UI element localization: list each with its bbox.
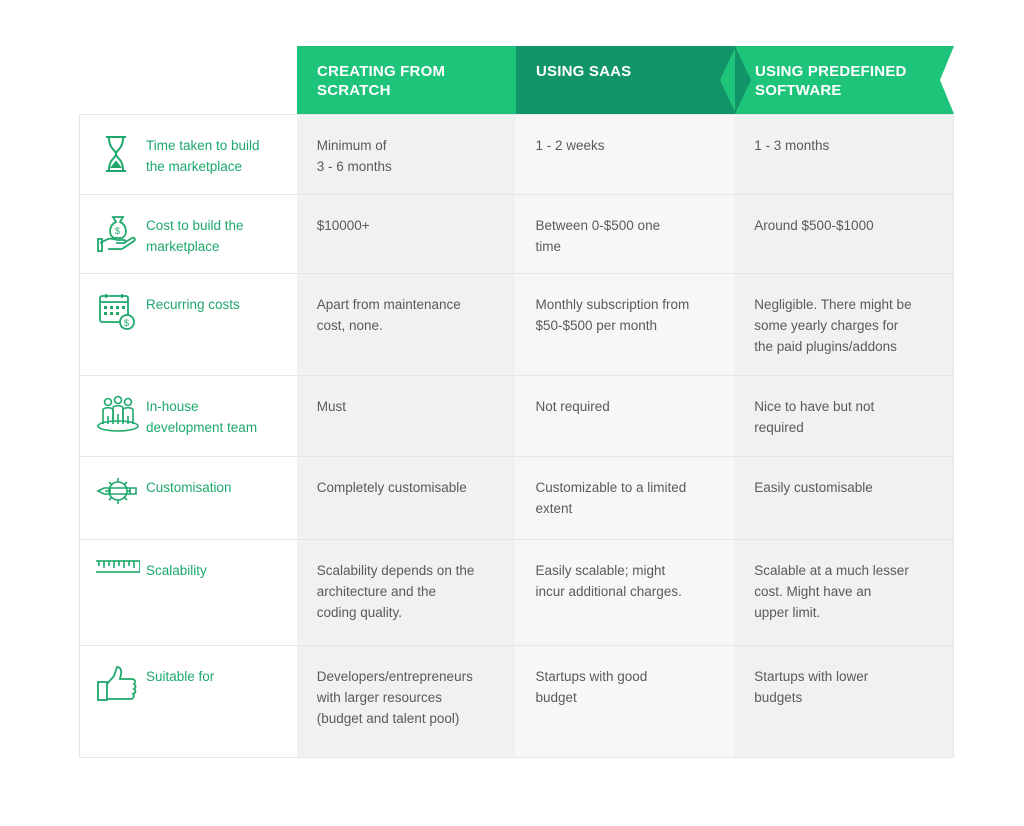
cell-line: upper limit. bbox=[754, 605, 821, 620]
svg-text:$: $ bbox=[124, 318, 130, 328]
table-row bbox=[80, 194, 953, 273]
cell-line: Easily scalable; might bbox=[535, 563, 666, 578]
row-label bbox=[80, 457, 297, 539]
row-label bbox=[80, 646, 297, 757]
cell-saas bbox=[515, 540, 734, 645]
cell-line: the paid plugins/addons bbox=[754, 339, 897, 354]
cell-saas bbox=[515, 274, 734, 375]
ruler-icon bbox=[96, 558, 140, 598]
cell-scratch bbox=[297, 540, 516, 645]
cell-line: cost. Might have an bbox=[754, 584, 872, 599]
row-label-line: Customisation bbox=[146, 480, 232, 495]
cell-line: Nice to have but not bbox=[754, 399, 875, 414]
row-label-line: marketplace bbox=[146, 239, 220, 254]
cell-predefined bbox=[734, 540, 953, 645]
cell-predefined bbox=[734, 457, 953, 539]
cell-scratch bbox=[297, 115, 516, 194]
cell-saas bbox=[515, 195, 734, 273]
row-label-line: Suitable for bbox=[146, 669, 215, 684]
cell-line: (budget and talent pool) bbox=[316, 711, 460, 726]
header-row bbox=[79, 46, 954, 114]
row-label-line: Recurring costs bbox=[146, 297, 240, 312]
cell-line: required bbox=[754, 420, 804, 435]
comparison-table bbox=[79, 46, 954, 758]
cell-line: cost, none. bbox=[316, 318, 383, 333]
table-row bbox=[80, 539, 953, 645]
hourglass-icon bbox=[96, 133, 140, 173]
row-label bbox=[80, 195, 297, 273]
header-using-predefined-software bbox=[735, 46, 954, 114]
header-creating-from-scratch bbox=[297, 46, 516, 114]
cell-line: $10000+ bbox=[316, 218, 370, 233]
cell-line: Scalable at a much lesser bbox=[754, 563, 909, 578]
table-row bbox=[80, 456, 953, 539]
cell-line: with larger resources bbox=[316, 690, 443, 705]
row-label-line: In-house bbox=[146, 399, 199, 414]
header-line: USING SAAS bbox=[536, 63, 632, 80]
header-line: SCRATCH bbox=[317, 82, 391, 99]
cell-line: $50-$500 per month bbox=[535, 318, 658, 333]
cell-line: incur additional charges. bbox=[535, 584, 682, 599]
cell-scratch bbox=[297, 376, 516, 456]
team-icon bbox=[96, 394, 140, 434]
thumbs-up-icon bbox=[96, 664, 140, 704]
cell-line: Minimum of bbox=[316, 138, 387, 153]
cell-line: Scalability depends on the bbox=[316, 563, 475, 578]
cell-line: architecture and the bbox=[316, 584, 437, 599]
header-using-saas bbox=[516, 46, 735, 114]
cell-line: Startups with lower bbox=[754, 669, 869, 684]
calendar-dollar-icon bbox=[96, 292, 140, 332]
cell-scratch bbox=[297, 457, 516, 539]
row-label-line: Time taken to build bbox=[146, 138, 260, 153]
row-label-line: the marketplace bbox=[146, 159, 243, 174]
cell-line: Monthly subscription from bbox=[535, 297, 690, 312]
cell-saas bbox=[515, 457, 734, 539]
cell-line: some yearly charges for bbox=[754, 318, 899, 333]
gear-pencil-icon bbox=[96, 475, 140, 515]
table-row bbox=[80, 645, 953, 757]
cell-predefined bbox=[734, 195, 953, 273]
row-label bbox=[80, 274, 297, 375]
table-row bbox=[80, 273, 953, 375]
cell-saas bbox=[515, 115, 734, 194]
cell-line: Around $500-$1000 bbox=[754, 218, 874, 233]
row-label-line: Cost to build the bbox=[146, 218, 244, 233]
cell-line: Startups with good bbox=[535, 669, 648, 684]
cell-saas bbox=[515, 646, 734, 757]
cell-line: budget bbox=[535, 690, 577, 705]
row-label-line: Scalability bbox=[146, 563, 207, 578]
row-label bbox=[80, 540, 297, 645]
cell-scratch bbox=[297, 274, 516, 375]
cell-line: Between 0-$500 one bbox=[535, 218, 661, 233]
cell-line: time bbox=[535, 239, 561, 254]
cell-line: 1 - 2 weeks bbox=[535, 138, 605, 153]
money-bag-hand-icon bbox=[96, 213, 140, 253]
cell-line: Developers/entrepreneurs bbox=[316, 669, 473, 684]
cell-line: extent bbox=[535, 501, 573, 516]
cell-line: Completely customisable bbox=[316, 480, 467, 495]
cell-line: Must bbox=[316, 399, 346, 414]
cell-predefined bbox=[734, 376, 953, 456]
cell-line: Not required bbox=[535, 399, 610, 414]
cell-line: budgets bbox=[754, 690, 803, 705]
table-body bbox=[79, 114, 954, 758]
cell-predefined bbox=[734, 274, 953, 375]
cell-line: Customizable to a limited bbox=[535, 480, 687, 495]
cell-predefined bbox=[734, 646, 953, 757]
svg-text:$: $ bbox=[115, 226, 121, 236]
table-row bbox=[80, 375, 953, 456]
row-label bbox=[80, 115, 297, 194]
table-row bbox=[80, 114, 953, 194]
header-line: SOFTWARE bbox=[755, 82, 842, 99]
cell-line: Easily customisable bbox=[754, 480, 873, 495]
row-label bbox=[80, 376, 297, 456]
header-line: CREATING FROM bbox=[317, 63, 446, 80]
cell-saas bbox=[515, 376, 734, 456]
header-line: USING PREDEFINED bbox=[755, 63, 907, 80]
cell-line: Negligible. There might be bbox=[754, 297, 912, 312]
cell-line: coding quality. bbox=[316, 605, 403, 620]
header-spacer bbox=[79, 46, 297, 114]
cell-scratch bbox=[297, 646, 516, 757]
row-label-line: development team bbox=[146, 420, 258, 435]
cell-predefined bbox=[734, 115, 953, 194]
cell-line: Apart from maintenance bbox=[316, 297, 461, 312]
cell-line: 1 - 3 months bbox=[754, 138, 830, 153]
cell-line: 3 - 6 months bbox=[316, 159, 392, 174]
cell-scratch bbox=[297, 195, 516, 273]
